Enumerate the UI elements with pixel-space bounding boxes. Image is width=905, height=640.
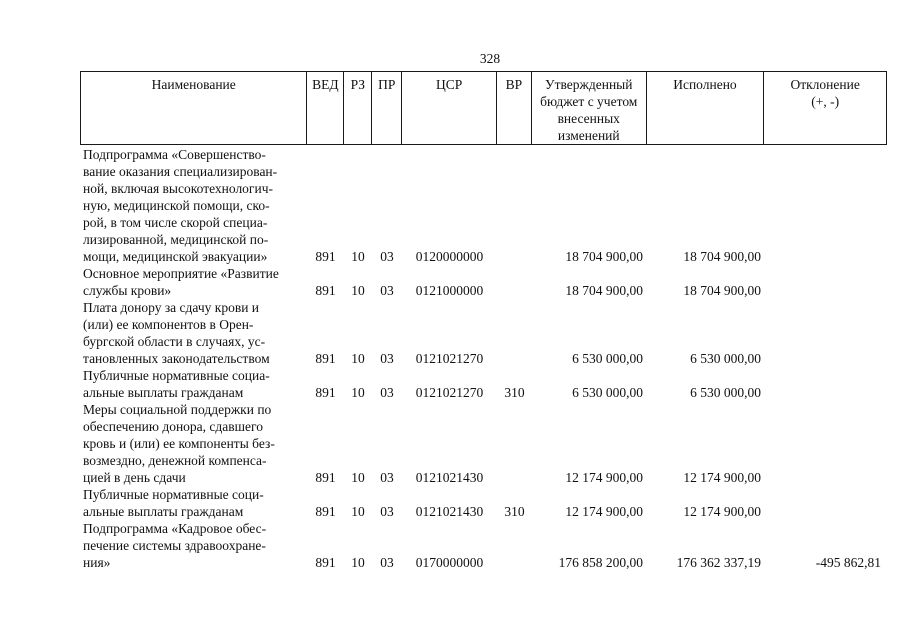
row-name-line: Подпрограмма «Совершенство- (83, 147, 266, 162)
row-ved: 891 (315, 351, 336, 366)
row-rz: 10 (351, 385, 365, 400)
row-ved: 891 (315, 385, 336, 400)
row-vr: 310 (504, 504, 525, 519)
header-done: Исполнено (647, 72, 765, 144)
table-row (80, 146, 900, 265)
row-name-line: кровь и (или) ее компоненты без- (83, 436, 275, 451)
row-rz: 10 (351, 283, 365, 298)
table-row (80, 265, 900, 299)
table-body (80, 146, 900, 571)
header-budget-line: бюджет с учетом (540, 94, 638, 109)
row-rz: 10 (351, 351, 365, 366)
row-name-line: обеспечению донора, сдавшего (83, 419, 263, 434)
row-name-line: цией в день сдачи (83, 470, 186, 485)
row-csr: 0120000000 (415, 249, 484, 264)
row-budget: 18 704 900,00 (565, 249, 643, 264)
row-budget: 176 858 200,00 (558, 555, 643, 570)
header-name: Наименование (81, 72, 307, 144)
row-name (80, 367, 307, 401)
row-pr: 03 (380, 249, 394, 264)
header-deviation-line: Отклонение (790, 77, 860, 92)
row-name-line: бургской области в случаях, ус- (83, 334, 266, 349)
row-name-line: Публичные нормативные соци- (83, 487, 264, 502)
row-rz: 10 (351, 249, 365, 264)
row-name-line: Основное мероприятие «Развитие (83, 266, 279, 281)
row-done: 176 362 337,19 (676, 555, 761, 570)
row-name-line: Публичные нормативные социа- (83, 368, 270, 383)
row-name-line: службы крови» (83, 283, 172, 298)
row-pr: 03 (380, 555, 394, 570)
row-done: 6 530 000,00 (690, 385, 761, 400)
row-ved: 891 (315, 249, 336, 264)
row-ved: 891 (315, 283, 336, 298)
row-csr: 0170000000 (415, 555, 484, 570)
row-name (80, 146, 307, 265)
row-done: 18 704 900,00 (683, 249, 761, 264)
row-name-line: тановленных законодательством (83, 351, 270, 366)
row-name-line: Меры социальной поддержки по (83, 402, 272, 417)
row-csr: 0121021430 (415, 470, 484, 485)
row-name (80, 520, 307, 571)
row-name (80, 299, 307, 367)
row-vr: 310 (504, 385, 525, 400)
table-row (80, 299, 900, 367)
row-pr: 03 (380, 470, 394, 485)
row-budget: 6 530 000,00 (572, 385, 643, 400)
row-done: 18 704 900,00 (683, 283, 761, 298)
row-name-line: печение системы здравоохране- (83, 538, 266, 553)
header-budget-line: внесенных (557, 111, 620, 126)
row-deviation: -495 862,81 (815, 555, 881, 570)
row-name-line: Подпрограмма «Кадровое обес- (83, 521, 267, 536)
row-rz: 10 (351, 504, 365, 519)
row-name (80, 265, 307, 299)
row-name-line: Плата донору за сдачу крови и (83, 300, 260, 315)
row-pr: 03 (380, 504, 394, 519)
row-rz: 10 (351, 470, 365, 485)
page-number: 328 (479, 51, 501, 66)
row-budget: 12 174 900,00 (565, 504, 643, 519)
row-csr: 0121021430 (415, 504, 484, 519)
row-name-line: вание оказания специализирован- (83, 164, 278, 179)
row-rz: 10 (351, 555, 365, 570)
table-row (80, 486, 900, 520)
row-name-line: ния» (83, 555, 111, 570)
row-name-line: ной, включая высокотехнологич- (83, 181, 273, 196)
row-csr: 0121000000 (415, 283, 484, 298)
row-done: 12 174 900,00 (683, 504, 761, 519)
row-budget: 18 704 900,00 (565, 283, 643, 298)
row-ved: 891 (315, 555, 336, 570)
row-name (80, 401, 307, 486)
row-name-line: рой, в том числе скорой специа- (83, 215, 268, 230)
row-budget: 12 174 900,00 (565, 470, 643, 485)
table-row (80, 401, 900, 486)
header-rz: РЗ (344, 72, 372, 144)
row-name-line: ную, медицинской помощи, ско- (83, 198, 270, 213)
row-name-line: альные выплаты гражданам (83, 385, 244, 400)
row-budget: 6 530 000,00 (572, 351, 643, 366)
header-vr: ВР (497, 72, 532, 144)
row-pr: 03 (380, 385, 394, 400)
row-name-line: возмездно, денежной компенса- (83, 453, 267, 468)
row-name-line: мощи, медицинской эвакуации» (83, 249, 268, 264)
row-pr: 03 (380, 351, 394, 366)
row-ved: 891 (315, 470, 336, 485)
row-csr: 0121021270 (415, 351, 484, 366)
row-name-line: (или) ее компонентов в Орен- (83, 317, 254, 332)
row-pr: 03 (380, 283, 394, 298)
table-row (80, 520, 900, 571)
row-name-line: лизированной, медицинской по- (83, 232, 269, 247)
row-done: 12 174 900,00 (683, 470, 761, 485)
header-budget (532, 72, 647, 144)
header-deviation-line: (+, -) (811, 94, 840, 109)
row-done: 6 530 000,00 (690, 351, 761, 366)
row-csr: 0121021270 (415, 385, 484, 400)
table-header (80, 71, 887, 145)
header-budget-line: изменений (557, 128, 620, 143)
row-name (80, 486, 307, 520)
header-ved: ВЕД (307, 72, 344, 144)
header-deviation (764, 72, 886, 144)
row-name-line: альные выплаты гражданам (83, 504, 244, 519)
header-budget-line: Утвержденный (545, 77, 633, 92)
table-row (80, 367, 900, 401)
header-csr: ЦСР (402, 72, 497, 144)
row-ved: 891 (315, 504, 336, 519)
header-pr: ПР (372, 72, 402, 144)
